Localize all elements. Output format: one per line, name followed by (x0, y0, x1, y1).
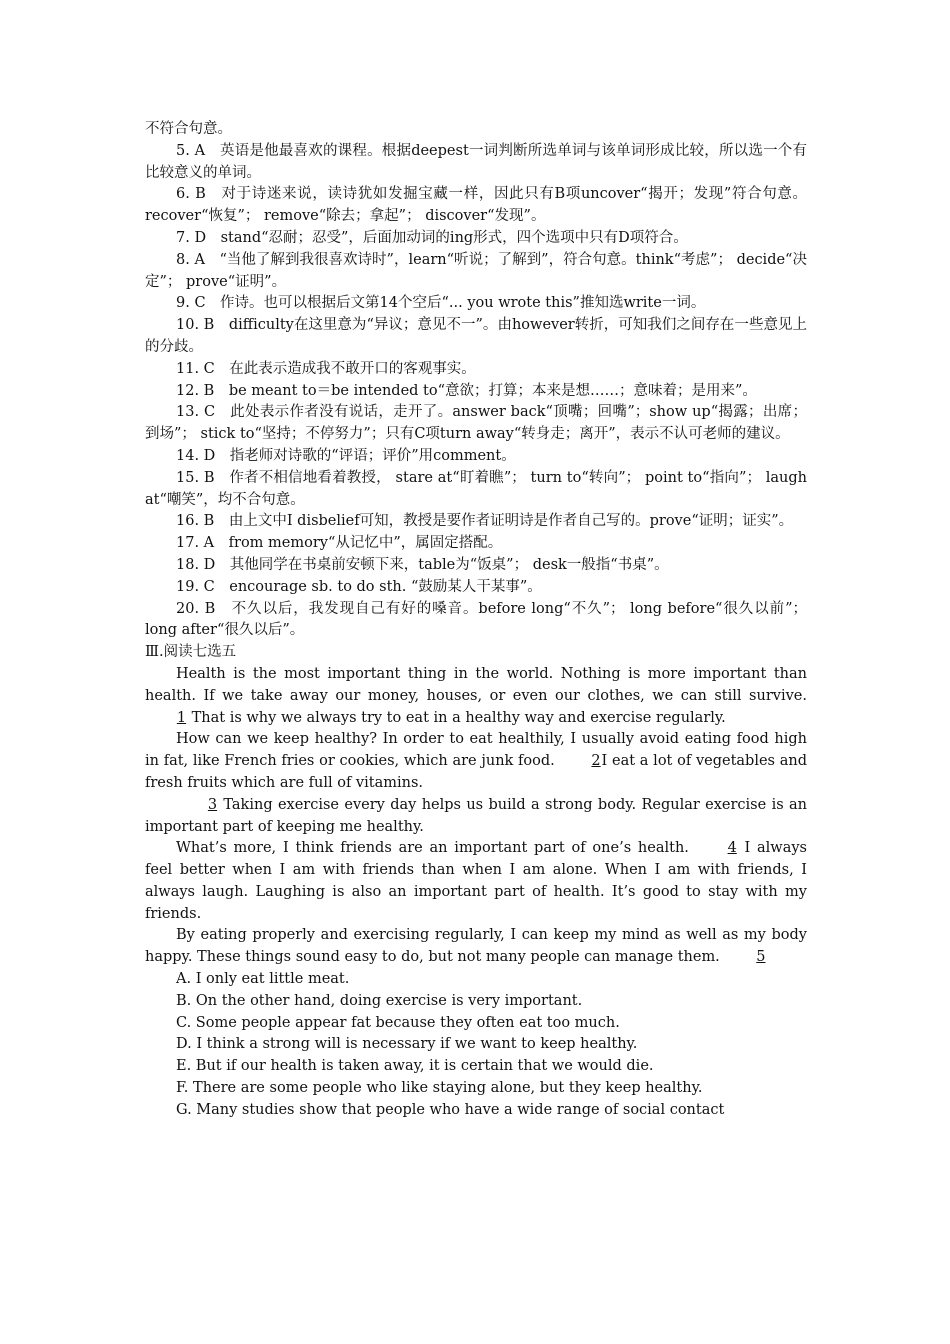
answer-12: 12. B be meant to＝be intended to“意欲；打算；本来是想……；意味着；是用来”。 (176, 382, 757, 399)
passage-paragraph-5 (145, 925, 812, 969)
document-page (145, 119, 812, 1122)
answer-14: 14. D 指老师对诗歌的“评语；评价”用comment。 (176, 447, 516, 464)
section-title: Ⅲ.阅读七选五 (145, 644, 237, 661)
passage-text: I eat a lot of vegetables and fresh fruits which are full of vitamins. (145, 753, 812, 791)
answer-9: 9. C 作诗。也可以根据后文第14个空后“... you wrote this”推知选write一词。 (176, 295, 706, 312)
answer-10: 10. B difficulty在这里意为“异议；意见不一”。由however转折，可知我们之间存在一些意见上的分歧。 (145, 317, 807, 355)
passage-text: How can we keep healthy? In order to eat healthily, I usually avoid eating food high in fat, like French fries or cookies, which are junk food. (145, 731, 812, 770)
option-c: C. Some people appear fat because they often eat too much. (176, 1014, 620, 1031)
answer-13: 13. C 此处表示作者没有说话，走开了。answer back“顶嘴；回嘴”；show up“揭露；出席；到场”； stick to“坚持；不停努力”；只有C项turn away“转身走；离开”，表示不认可老师的建议。 (145, 404, 807, 443)
option-f: F. There are some people who like staying alone, but they keep healthy. (176, 1080, 703, 1097)
option-b: B. On the other hand, doing exercise is very important. (176, 992, 583, 1009)
answer-19: 19. C encourage sb. to do sth. “鼓励某人干某事”。 (176, 578, 542, 595)
passage-paragraph-4 (145, 838, 812, 925)
passage-text: That is why we always try to eat in a healthy way and exercise regularly. (187, 709, 726, 726)
answer-7: 7. D stand“忍耐；忍受”，后面加动词的ing形式，四个选项中只有D项符合。 (176, 229, 688, 246)
answer-8: 8. A “当他了解到我很喜欢诗时”，learn“听说；了解到”，符合句意。think“考虑”； decide“决定”； prove“证明”。 (145, 251, 807, 290)
option-a: A. I only eat little meat. (176, 971, 350, 988)
answer-5: 5. A 英语是他最喜欢的课程。根据deepest一词判断所选单词与该单词形成比较，所以选一个有比较意义的单词。 (145, 142, 807, 181)
passage-text: Health is the most important thing in the world. Nothing is more important than health. If we take away our money, houses, or even our clothes, we can still survive. (145, 665, 812, 704)
passage-text: Taking exercise every day helps us build a strong body. Regular exercise is an important part of keeping me healthy. (145, 796, 812, 835)
blank-5: 5 (756, 949, 766, 966)
option-g: G. Many studies show that people who have a wide range of social contact (176, 1101, 725, 1118)
answer-continuation: 不符合句意。 (145, 121, 232, 137)
answer-20: 20. B 不久以后，我发现自己有好的嗓音。before long“不久”； long before“很久以前”； long after“很久以后”。 (145, 600, 812, 639)
passage-text: I always feel better when I am with friends than when I am alone. When I am with friends, I always laugh. Laughing is also an important part of health. It’s good to stay with my friends. (145, 840, 812, 922)
passage-paragraph-1 (145, 664, 812, 729)
passage-text: By eating properly and exercising regularly, I can keep my mind as well as my body happy. These things sound easy to do, but not many people can manage them. (145, 927, 812, 966)
option-d: D. I think a strong will is necessary if we want to keep healthy. (176, 1036, 638, 1053)
passage-paragraph-2 (145, 729, 812, 794)
answer-16: 16. B 由上文中I disbelief可知，教授是要作者证明诗是作者自己写的。prove“证明；证实”。 (176, 513, 794, 530)
answer-15: 15. B 作者不相信地看着教授， stare at“盯着瞧”； turn to“转向”； point to“指向”； laugh at“嘲笑”，均不合句意。 (145, 469, 812, 508)
blank-1: 1 (176, 709, 187, 726)
answer-18: 18. D 其他同学在书桌前安顿下来，table为“饭桌”； desk一般指“书桌”。 (176, 556, 669, 573)
option-e: E. But if our health is taken away, it is certain that we would die. (176, 1058, 654, 1075)
answer-17: 17. A from memory“从记忆中”，属固定搭配。 (176, 535, 503, 552)
answer-11: 11. C 在此表示造成我不敢开口的客观事实。 (176, 360, 476, 377)
passage-text: What’s more, I think friends are an important part of one’s health. (176, 840, 696, 857)
blank-4: 4 (727, 840, 737, 857)
answer-6: 6. B 对于诗迷来说，读诗犹如发掘宝藏一样，因此只有B项uncover“揭开；发现”符合句意。recover“恢复”； remove“除去；拿起”； discover“发现”。 (145, 186, 807, 225)
blank-2: 2 (591, 753, 601, 770)
passage-paragraph-3 (145, 795, 812, 839)
blank-3: 3 (207, 796, 218, 813)
